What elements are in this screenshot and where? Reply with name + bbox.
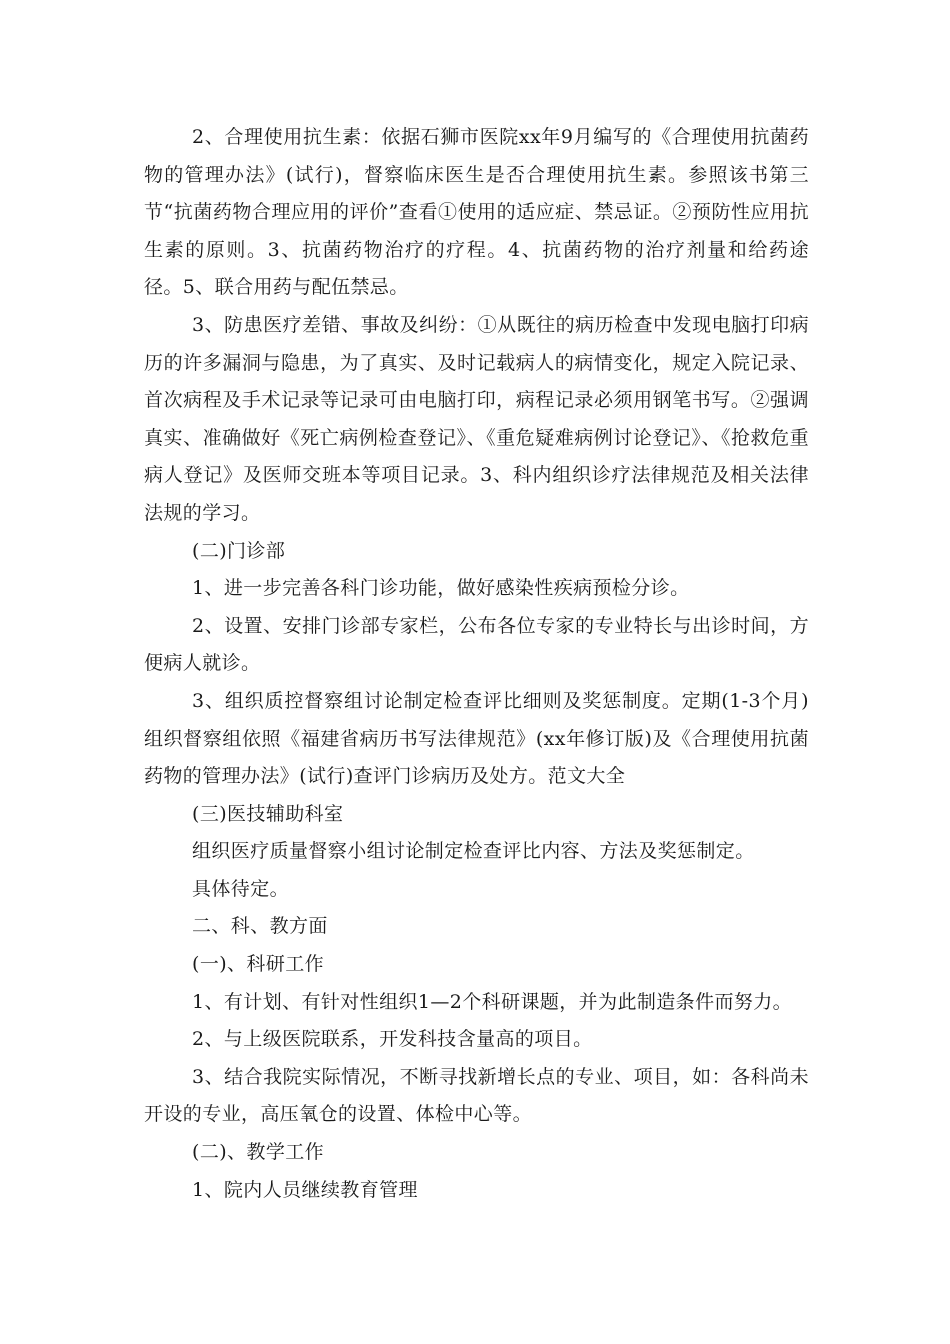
subsection-heading-teaching: (二)、教学工作 [192, 1141, 325, 1164]
subsection-heading-research: (一)、科研工作 [192, 953, 325, 976]
paragraph-outpatient-2: 2、设置、安排门诊部专家栏，公布各位专家的专业特长与出诊时间，方便病人就诊。 [144, 614, 809, 675]
paragraph-antibiotic-use: 2、合理使用抗生素：依据石狮市医院xx年9月编写的《合理使用抗菌药物的管理办法》(试行)，督察临床医生是否合理使用抗生素。参照该书第三节“抗菌药物合理应用的评价”查看①使用的适应症、禁忌证。②预防性应用抗生素的原则。3、抗菌药物治疗的疗程。4、抗菌药物的治疗剂量和给药途径。5、联合用药与配伍禁忌。 [144, 126, 809, 299]
document-body [144, 119, 809, 1209]
paragraph-research-2: 2、与上级医院联系，开发科技含量高的项目。 [192, 1028, 593, 1051]
section-heading-science-education: 二、科、教方面 [192, 915, 328, 938]
paragraph-outpatient-1: 1、进一步完善各科门诊功能，做好感染性疾病预检分诊。 [192, 577, 690, 600]
paragraph-teaching-1: 1、院内人员继续教育管理 [192, 1178, 418, 1201]
paragraph-error-prevention: 3、防患医疗差错、事故及纠纷：①从既往的病历检查中发现电脑打印病历的许多漏洞与隐患，为了真实、及时记载病人的病情变化，规定入院记录、首次病程及手术记录等记录可由电脑打印，病程记录必须用钢笔书写。②强调真实、准确做好《死亡病例检查登记》、《重危疑难病例讨论登记》、《抢救危重病人登记》及医师交班本等项目记录。3、科内组织诊疗法律规范及相关法律法规的学习。 [144, 313, 809, 524]
section-heading-medtech: (三)医技辅助科室 [192, 802, 344, 825]
paragraph-research-1: 1、有计划、有针对性组织1—2个科研课题，并为此制造条件而努力。 [192, 990, 793, 1013]
section-heading-outpatient: (二)门诊部 [192, 539, 286, 562]
paragraph-outpatient-3: 3、组织质控督察组讨论制定检查评比细则及奖惩制度。定期(1-3个月)组织督察组依照《福建省病历书写法律规范》(xx年修订版)及《合理使用抗菌药物的管理办法》(试行)查评门诊病历及处方。范文大全 [144, 689, 809, 788]
paragraph-research-3: 3、结合我院实际情况，不断寻找新增长点的专业、项目，如：各科尚未开设的专业，高压氧仓的设置、体检中心等。 [144, 1065, 809, 1126]
paragraph-medtech-1: 组织医疗质量督察小组讨论制定检查评比内容、方法及奖惩制定。 [192, 840, 755, 863]
paragraph-medtech-2: 具体待定。 [192, 877, 290, 900]
